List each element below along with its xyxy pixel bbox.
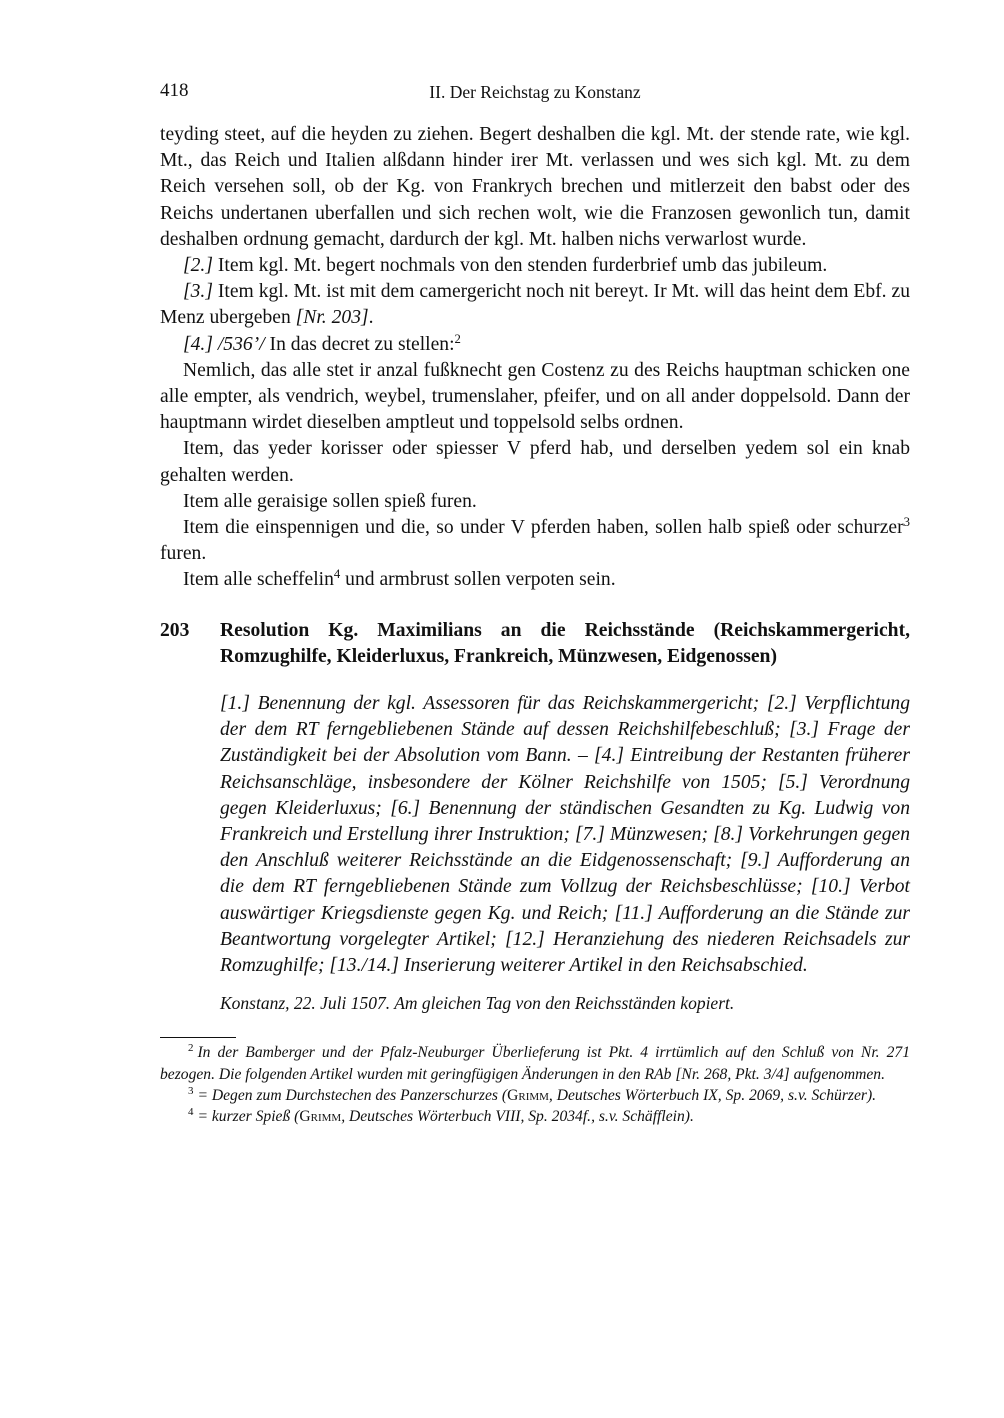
footnote-4: $^4$ = kurzer Spieß (Grimm, Deutsches Wörterbuch VIII, Sp. 2034f., s.v. Schäfflein). [188, 1106, 694, 1126]
paragraph-3: [3.] Item kgl. Mt. ist mit dem camergericht noch nit bereyt. Ir Mt. will das heint dem Ebf. zu Menz ubergeben [Nr. 203]. [160, 281, 910, 329]
footnote-2: $^2$ In der Bamberger und der Pfalz-Neuburger Überlieferung ist Pkt. 4 irrtümlich auf den Schluß von Nr. 271 bezogen. Die folgenden Artikel wurden mit geringfügigen Änderungen in den RAb [Nr. 268, Pkt. 3/4] aufgenommen. [160, 1042, 910, 1083]
footnote-mark: 2 [188, 1042, 194, 1055]
footnote-mark: 3 [188, 1084, 194, 1097]
footnote-mark: 4 [188, 1106, 194, 1119]
cross-reference: [Nr. 203] [295, 307, 369, 329]
body-text [160, 122, 910, 594]
footnote-ref: 3 [903, 515, 910, 530]
page [160, 80, 910, 1127]
paragraph-8: Item die einspennigen und die, so under V pferden haben, sollen halb spieß oder schurzer$^3$ furen. [160, 515, 910, 565]
item-marker: [3.] [183, 281, 213, 303]
running-title: II. Der Reichstag zu Konstanz [429, 82, 641, 102]
paragraph-5: Nemlich, das alle stet ir anzal fußknecht gen Costenz zu des Reichs hauptman schicken one alle empter, als vendrich, weybel, trumenslaher, pfeifer, und on all ander doppelsold. Dann der hauptmann wirdet dieselben amptleut und toppelsold selbs ordnen. [160, 359, 910, 434]
author-name: Grimm [299, 1108, 342, 1126]
document-summary: [1.] Benennung der kgl. Assessoren für das Reichskammergericht; [2.] Verpflichtung der dem RT ferngebliebenen Stände auf dessen Reichshilfebeschluß; [3.] Frage der Zuständigkeit bei der Absolution vom Bann. – [4.] Eintreibung der Restanten früherer Reichsanschläge, insbesondere der Kölner Reichshilfe von 1505; [5.] Verordnung gegen Kleiderluxus; [6.] Benennung der ständischen Gesandten zu Kg. Ludwig von Frankreich und Erstellung ihrer Instruktion; [7.] Münzwesen; [8.] Vorkehrungen gegen den Anschluß weiterer Reichsstände an die Eidgenossenschaft; [9.] Aufforderung an die dem RT ferngebliebenen Stände zum Vollzug der Reichsbeschlüsse; [10.] Verbot auswärtiger Kriegsdienste gegen Kg. und Reich; [11.] Aufforderung an die Stände zur Beantwortung vorgelegter Artikel; [12.] Heranziehung des niederen Reichsadels zur Romzughilfe; [13./14.] Inserierung weiterer Artikel in den Reichsabschied. [220, 693, 910, 977]
paragraph-9: Item alle scheffelin$^4$ und armbrust sollen verpoten sein. [183, 567, 616, 591]
item-marker: [4.] [183, 333, 213, 355]
author-name: Grimm [507, 1086, 549, 1104]
paragraph-7: Item alle geraisige sollen spieß furen. [183, 490, 477, 512]
document-title: Resolution Kg. Maximilians an die Reichsstände (Reichskammergericht, Romzughilfe, Kleiderluxus, Frankreich, Münzwesen, Eidgenossen) [220, 619, 910, 667]
paragraph-2: [2.] Item kgl. Mt. begert nochmals von den stenden furderbrief umb das jubileum. [183, 255, 828, 277]
dateline: Konstanz, 22. Juli 1507. Am gleichen Tag von den Reichsständen kopiert. [220, 993, 735, 1014]
paragraph-4: [4.] /536’/ In das decret zu stellen:$^2$ [183, 331, 461, 355]
paragraph-6: Item, das yeder korisser oder spiesser V pferd hab, und derselben yedem sol ein knab gehalten werden. [160, 438, 910, 486]
folio-marker: /536’/ [212, 333, 265, 355]
paragraph-1: teyding steet, auf die heyden zu ziehen. Begert deshalben die kgl. Mt. der stende rate, wie kgl. Mt., das Reich und Italien alßdann hinder irer Mt. verlassen und wes sich kgl. Mt. zu dem Reich versehen soll, ob der Kg. von Frankrych brechen und mitlerzeit den babst oder des Reichs undertanen uberfallen und sich rechen wolt, wie die Franzosen gewonlich tun, damit deshalben ordnung gemacht, dardurch der kgl. Mt. halben nichs verwarlost wurde. [160, 124, 910, 250]
footnote-ref: 2 [454, 331, 461, 346]
page-number: 418 [160, 80, 189, 101]
document-number: 203 [160, 619, 190, 641]
footnote-divider [160, 1037, 236, 1038]
footnote-3: $^3$ = Degen zum Durchstechen des Panzerschurzes (Grimm, Deutsches Wörterbuch IX, Sp. 2069, s.v. Schürzer). [188, 1084, 877, 1104]
footnote-ref: 4 [333, 567, 341, 582]
document-heading [160, 618, 910, 670]
running-head [160, 80, 910, 110]
item-marker: [2.] [183, 255, 213, 277]
footnotes [160, 1042, 910, 1127]
